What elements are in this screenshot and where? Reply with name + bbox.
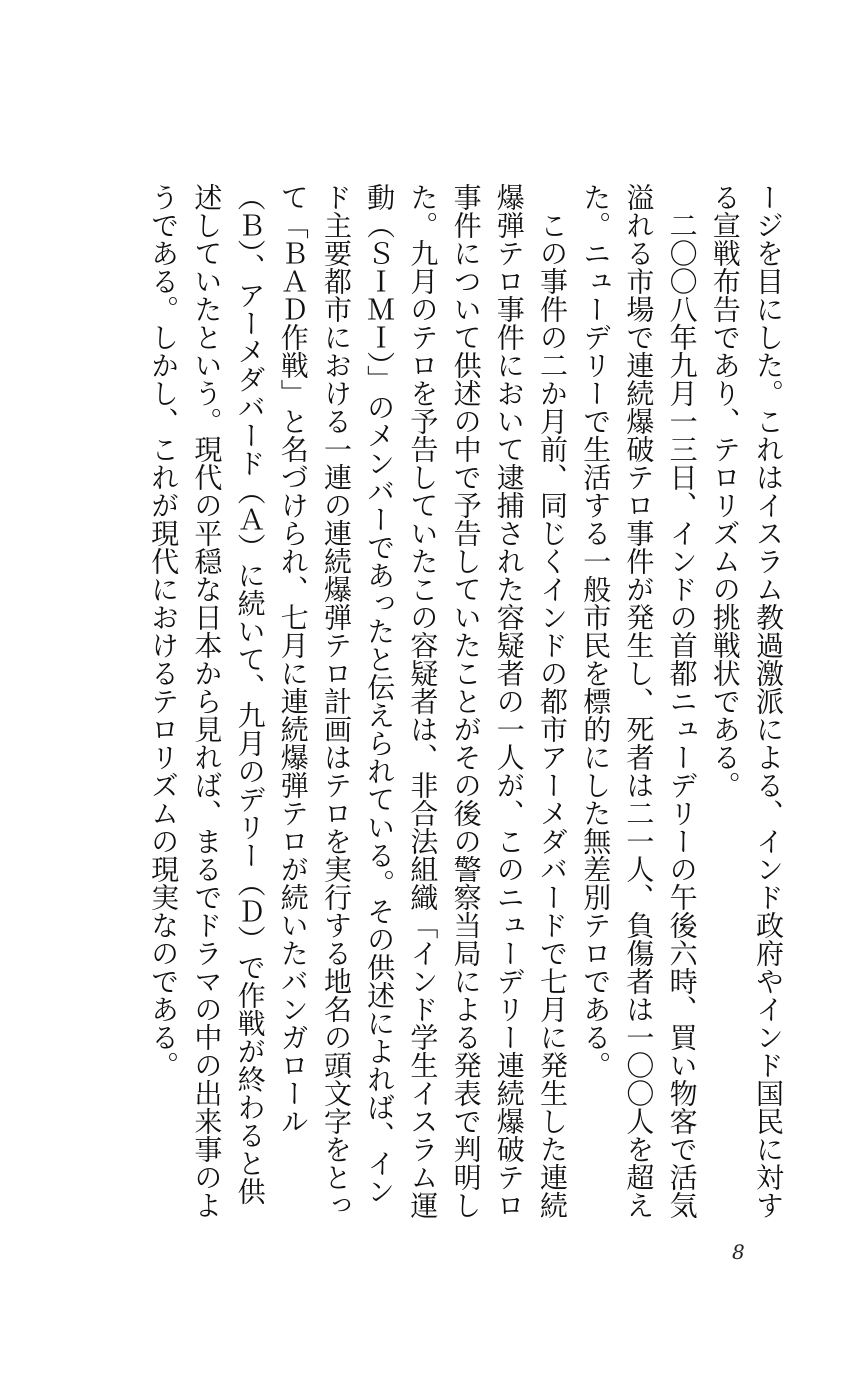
paragraph-3: この事件の二か月前、同じくインドの都市アーメダバードで七月に発生した連続爆弾テロ事件において逮捕された容疑者の一人が、このニューデリー連続爆破テロ事件について供述の中で予告していたことがその後の警察当局による発表で判明した。九月のテロを予告していたこの容疑者は、非合法組織「インド学生イスラム運動（ＳＩＭＩ）」のメンバーであったと伝えられている。その供述によれば、インド主要都市における一連の連続爆弾テロ計画はテロを実行する地名の頭文字をとって「ＢＡＤ作戦」と名づけられ、七月に連続爆弾テロが続いたバンガロール（Ｂ）、アーメダバード（Ａ）に続いて、九月のデリー（Ｄ）で作戦が終わると供述していたという。現代の平穏な日本から見れば、まるでドラマの中の出来事のようである。しかし、これが現代におけるテロリズムの現実なのである。 <box>147 183 569 1219</box>
body-text <box>142 183 790 1223</box>
page-number: 8 <box>732 1240 745 1264</box>
paragraph-1: ージを目にした。これはイスラム教過激派による、インド政府やインド国民に対する宣戦布告であり、テロリズムの挑戦状である。 <box>708 183 785 1219</box>
paragraph-2: 二〇〇八年九月一三日、インドの首都ニューデリーの午後六時、買い物客で活気溢れる市場で連続爆破テロ事件が発生し、死者は二一人、負傷者は一〇〇人を超えた。ニューデリーで生活する一般市民を標的にした無差別テロである。 <box>579 183 699 1219</box>
